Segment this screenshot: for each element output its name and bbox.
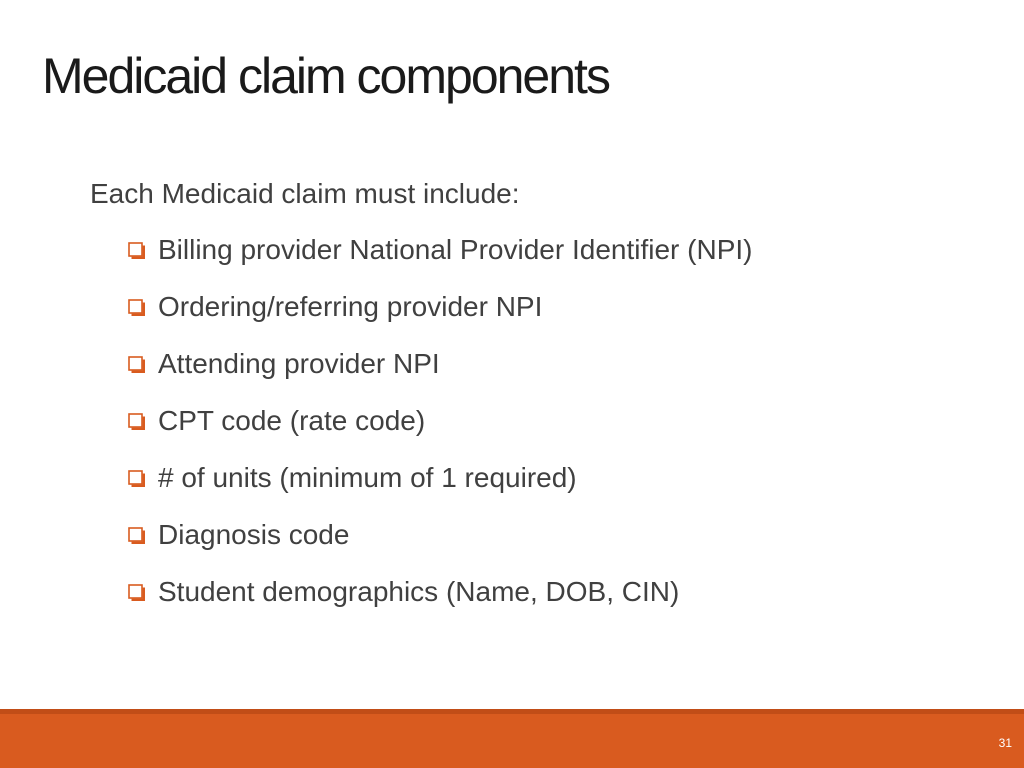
- bullet-text: Attending provider NPI: [158, 348, 440, 379]
- intro-text: Each Medicaid claim must include:: [90, 178, 520, 209]
- page-number: 31: [998, 736, 1012, 750]
- checkbox-icon: [128, 242, 145, 259]
- bullet-text: Diagnosis code: [158, 519, 350, 550]
- bullet-text: # of units (minimum of 1 required): [158, 462, 577, 493]
- list-item: [128, 230, 752, 270]
- bullet-list: [128, 230, 752, 629]
- checkbox-icon: [128, 584, 145, 601]
- checkbox-icon: [128, 413, 145, 430]
- slide-title: Medicaid claim components: [42, 48, 609, 104]
- footer-bar: [0, 714, 1024, 768]
- list-item: [128, 458, 752, 498]
- list-item: [128, 344, 752, 384]
- list-item: [128, 515, 752, 555]
- bullet-text: Billing provider National Provider Identifier (NPI): [158, 234, 753, 265]
- list-item: [128, 572, 752, 612]
- checkbox-icon: [128, 356, 145, 373]
- list-item: [128, 401, 752, 441]
- bullet-text: Student demographics (Name, DOB, CIN): [158, 576, 680, 607]
- bullet-text: Ordering/referring provider NPI: [158, 291, 543, 322]
- checkbox-icon: [128, 527, 145, 544]
- checkbox-icon: [128, 299, 145, 316]
- checkbox-icon: [128, 470, 145, 487]
- bullet-text: CPT code (rate code): [158, 405, 426, 436]
- list-item: [128, 287, 752, 327]
